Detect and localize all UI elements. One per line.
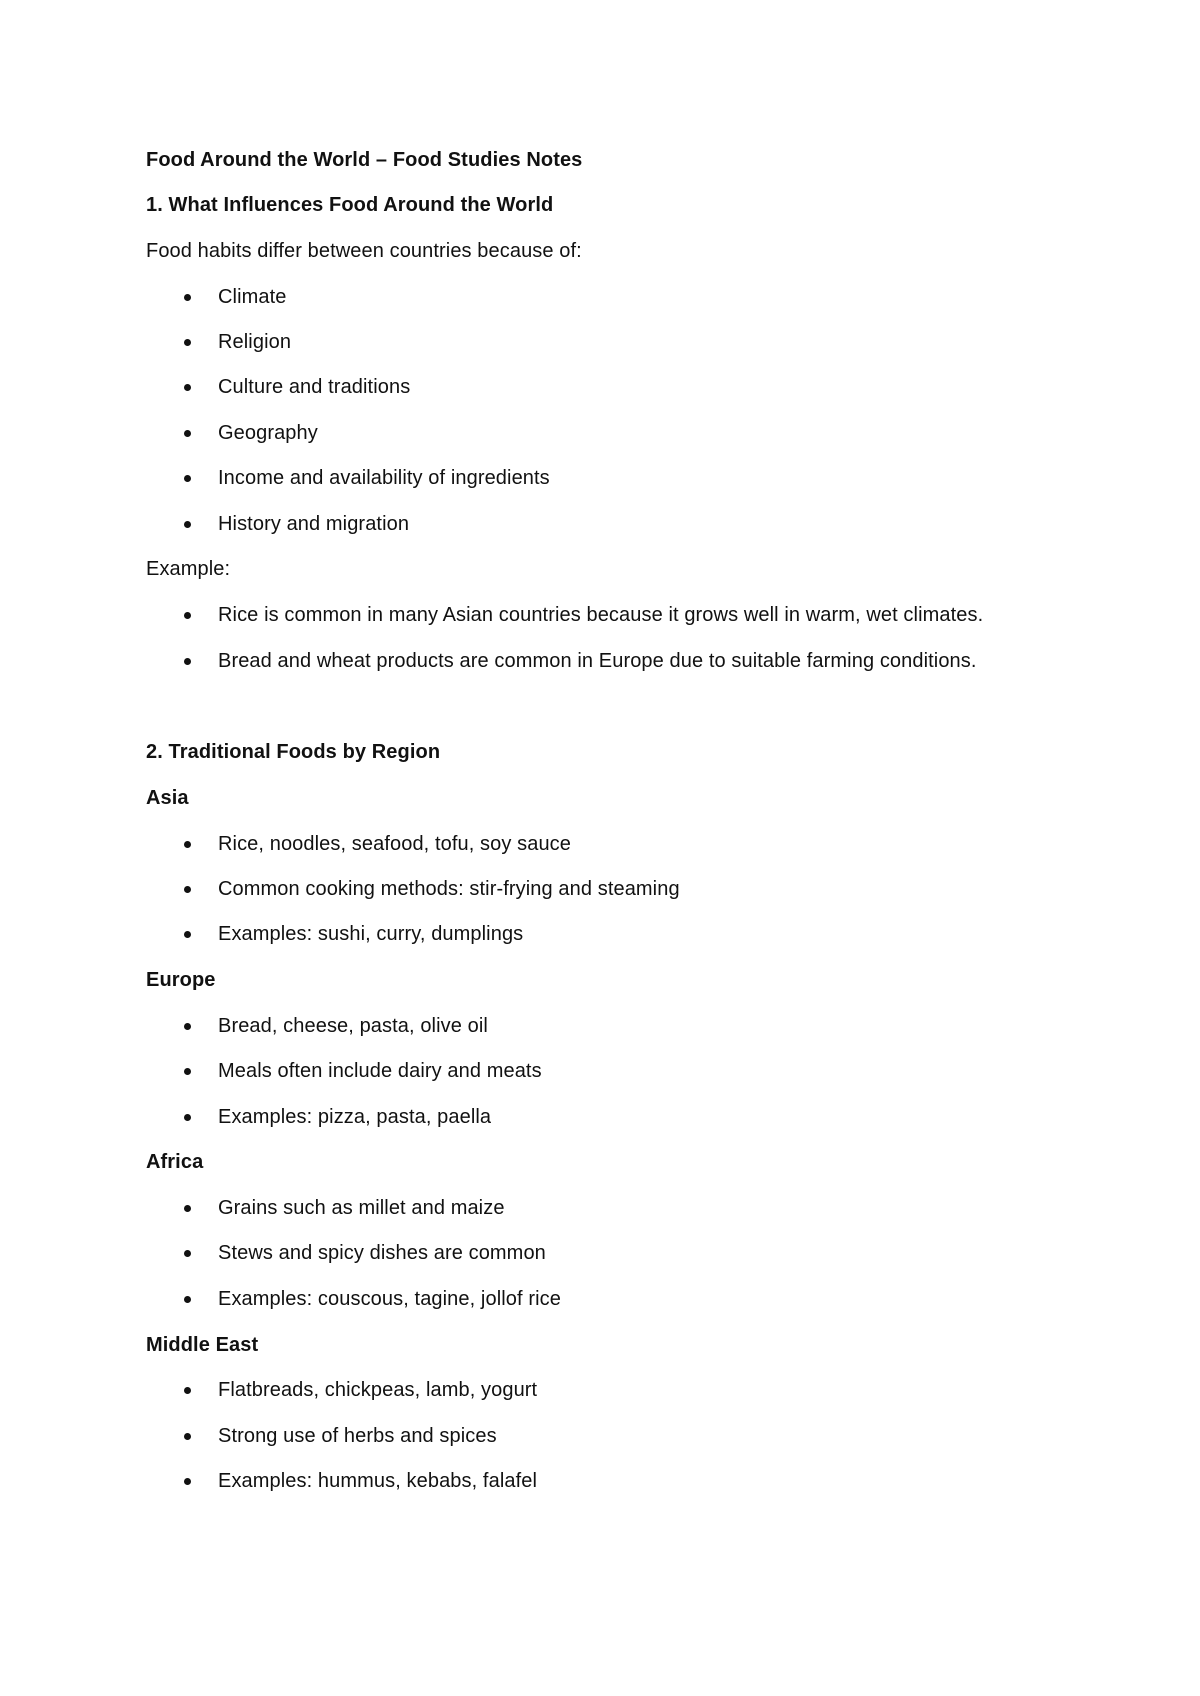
bullet-icon (184, 1023, 191, 1030)
list-item-text: Rice is common in many Asian countries because it grows well in warm, wet climates. (218, 604, 984, 626)
bullet-icon (184, 475, 191, 482)
list-item-text: Geography (218, 422, 318, 444)
list-item-text: Strong use of herbs and spices (218, 1425, 497, 1447)
bullet-icon (184, 294, 191, 301)
bullet-icon (184, 430, 191, 437)
example-label: Example: (146, 558, 231, 580)
list-item-text: Flatbreads, chickpeas, lamb, yogurt (218, 1379, 538, 1401)
list-item-text: Examples: sushi, curry, dumplings (218, 923, 524, 945)
section-heading-regions: 2. Traditional Foods by Region (146, 741, 441, 763)
list-item-text: Bread, cheese, pasta, olive oil (218, 1015, 488, 1037)
list-item-text: Religion (218, 331, 292, 353)
bullet-icon (184, 931, 191, 938)
list-item-text: Bread and wheat products are common in Europe due to suitable farming conditions. (218, 650, 977, 672)
bullet-icon (184, 1205, 191, 1212)
section-heading-influences: 1. What Influences Food Around the World (146, 194, 554, 216)
bullet-icon (184, 1433, 191, 1440)
bullet-icon (184, 612, 191, 619)
bullet-icon (184, 384, 191, 391)
bullet-icon (184, 339, 191, 346)
list-item-text: Climate (218, 286, 287, 308)
list-item-text: Common cooking methods: stir-frying and steaming (218, 878, 680, 900)
list-item-text: Income and availability of ingredients (218, 467, 550, 489)
list-item-text: Stews and spicy dishes are common (218, 1242, 546, 1264)
list-item-text: Culture and traditions (218, 376, 411, 398)
list-item-text: Rice, noodles, seafood, tofu, soy sauce (218, 833, 572, 855)
list-item-text: Grains such as millet and maize (218, 1197, 505, 1219)
list-item-text: Meals often include dairy and meats (218, 1060, 542, 1082)
bullet-icon (184, 1068, 191, 1075)
list-item-text: Examples: couscous, tagine, jollof rice (218, 1288, 561, 1310)
bullet-icon (184, 841, 191, 848)
bullet-icon (184, 1387, 191, 1394)
section-intro: Food habits differ between countries because of: (146, 240, 582, 262)
bullet-icon (184, 886, 191, 893)
region-heading-africa: Africa (146, 1151, 204, 1173)
region-heading-middle-east: Middle East (146, 1334, 259, 1356)
list-item-text: History and migration (218, 513, 410, 535)
region-heading-asia: Asia (146, 787, 189, 809)
bullet-icon (184, 1478, 191, 1485)
list-item-text: Examples: hummus, kebabs, falafel (218, 1470, 538, 1492)
list-item-text: Examples: pizza, pasta, paella (218, 1106, 492, 1128)
bullet-icon (184, 658, 191, 665)
bullet-icon (184, 1296, 191, 1303)
bullet-icon (184, 1250, 191, 1257)
document-title: Food Around the World – Food Studies Notes (146, 149, 583, 171)
bullet-icon (184, 521, 191, 528)
bullet-icon (184, 1114, 191, 1121)
region-heading-europe: Europe (146, 969, 216, 991)
